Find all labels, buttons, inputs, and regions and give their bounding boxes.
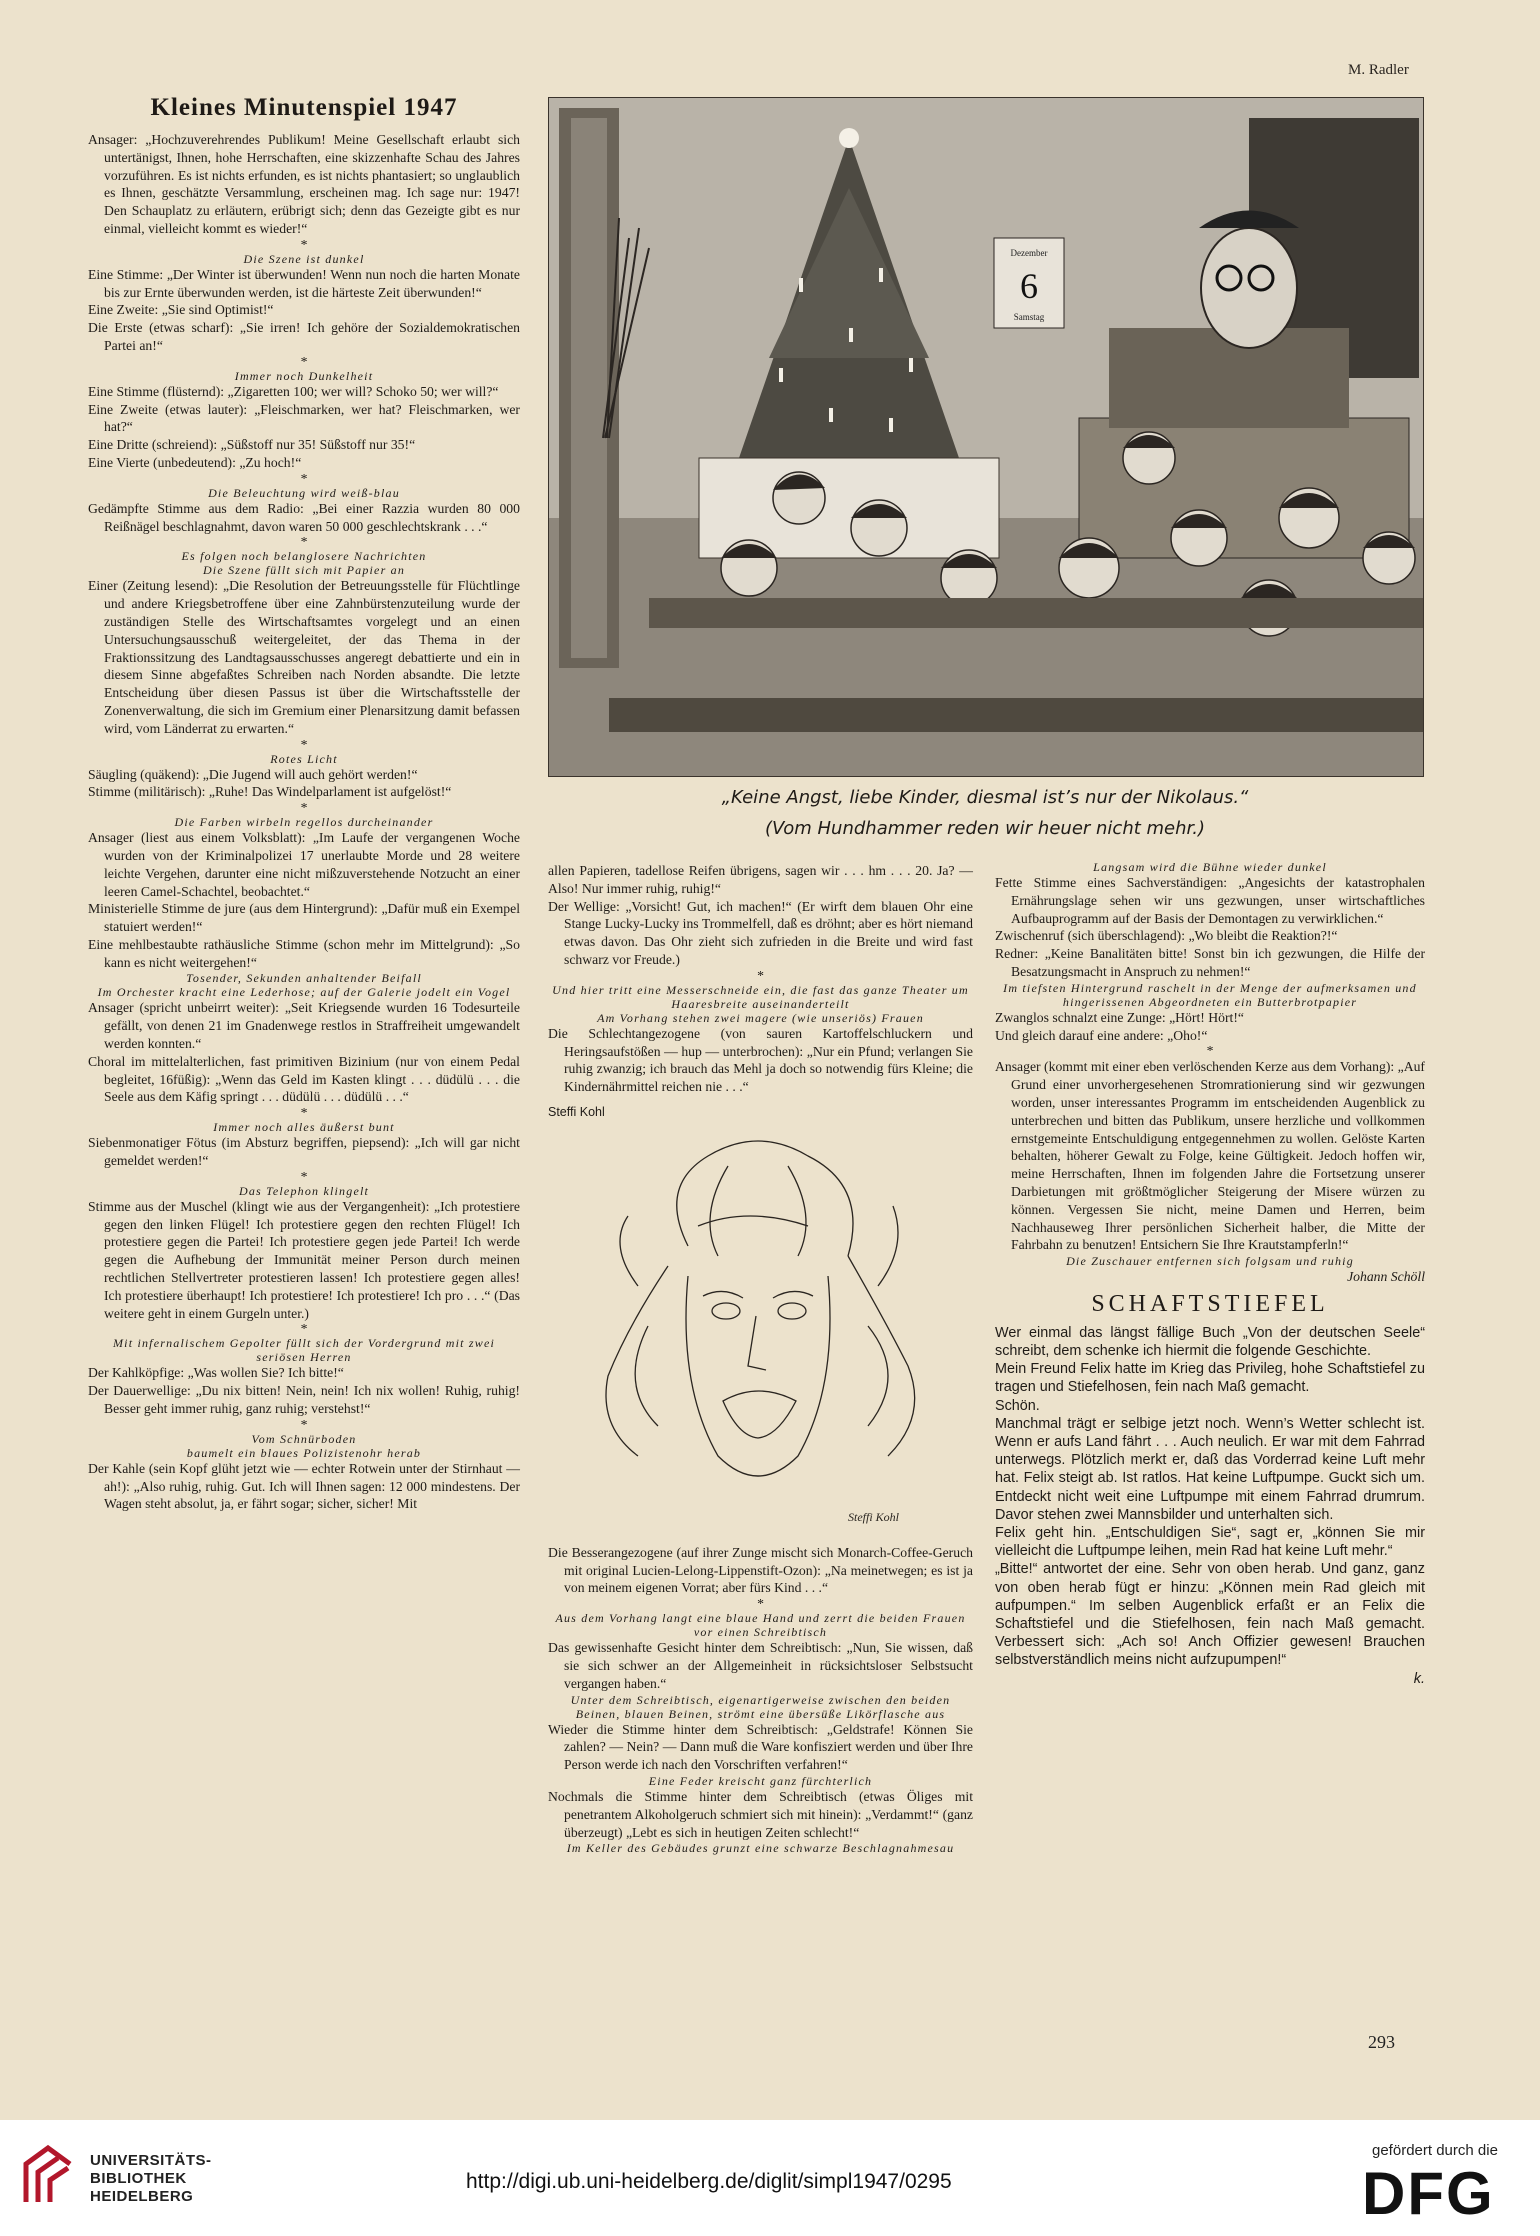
stage-direction: Aus dem Vorhang langt eine blaue Hand und zerrt die beiden Frauen vor einen Schreibtisch <box>555 1611 966 1640</box>
stage-direction: Im Keller des Gebäudes grunzt eine schwarze Beschlagnahmesau <box>566 1841 955 1856</box>
footer-bar <box>0 2120 1540 2236</box>
column-middle <box>548 862 973 1855</box>
illustrator-credit: M. Radler <box>1348 62 1409 78</box>
stage-direction: Die Szene ist dunkel <box>243 251 365 266</box>
dialogue-paragraph: Eine Dritte (schreiend): „Süßstoff nur 35! Süßstoff nur 35!“ <box>88 437 416 453</box>
section-divider: * <box>300 1416 308 1432</box>
story-paragraph: Schön. <box>995 1397 1040 1414</box>
dialogue-paragraph: Die Besserangezogene (auf ihrer Zunge mischt sich Monarch-Coffee-Geruch mit original Lucien-Lelong-Lippenstift-Ozon): „Na meinetwegen; es ist ja von meinem eigenen Vorrat; aber fürs Kind . . .“ <box>548 1544 973 1596</box>
funding-note: gefördert durch die <box>1372 2142 1498 2159</box>
dialogue-paragraph: Stimme aus der Muschel (klingt wie aus der Vergangenheit): „Ich protestiere gegen den linken Flügel! Ich protestiere gegen den rechten Flügel! Ich protestiere gegen die Partei! Ich protestiere gegen jede Partei! Ich werde gegen die Aufhebung der Immunität meiner Person durch meinen rechtlichen Stellvertreter protestieren lassen! Ich protestiere gegen alles! Ich protestiere überhaupt! Ich protestiere! Ich protestiere! Ich pro . . .“ (Das weitere geht in einem Gurgeln unter.) <box>88 1198 520 1321</box>
stage-direction: Mit infernalischem Gepolter füllt sich der Vordergrund mit zwei seriösen Herren <box>112 1336 496 1365</box>
dialogue-paragraph: Nochmals die Stimme hinter dem Schreibtisch (etwas Öliges mit penetrantem Alkoholgeruch schmiert sich mit hinein): „Verdammt!“ (ganz überzeugt) „Lebt es sich in heutigen Zeiten schlecht!“ <box>548 1788 973 1840</box>
section-divider: * <box>300 1168 308 1184</box>
stage-direction: Die Farben wirbeln regellos durcheinander <box>174 815 434 830</box>
column-middle-bottom <box>548 1544 973 1856</box>
article-title: Kleines Minutenspiel 1947 <box>150 94 458 121</box>
dialogue-paragraph: Fette Stimme eines Sachverständigen: „Angesichts der katastrophalen Ernährungslage sehen wir uns gezwungen, unser wirtschaftliches Aufbauprogramm auf der Basis der Demontagen zu verwirklichen.“ <box>995 875 1425 926</box>
dialogue-paragraph: Zwanglos schnalzt eine Zunge: „Hört! Hört!“ <box>995 1009 1244 1025</box>
page-number: 293 <box>1368 2032 1395 2052</box>
section-divider: * <box>300 1321 308 1337</box>
dialogue-paragraph: Der Dauerwellige: „Du nix bitten! Nein, nein! Ich nix wollen! Ruhig, ruhig! Besser geht immer ruhig, ganz ruhig; verstehst!“ <box>88 1383 520 1417</box>
illustration-caption: „Keine Angst, liebe Kinder, diesmal ist’s nur der Nikolaus.“ <box>721 787 1249 808</box>
section-divider: * <box>300 736 308 752</box>
story-paragraph: „Bitte!“ antwortet der eine. Sehr von oben herab. Und ganz, ganz von oben herab fügt er hinzu: „Können mein Rad gleich mit aufpumpen.“ Im selben Augenblick erfaßt er an Felix die Schaftstiefel und die Stiefelhosen, fein nach Maß gemacht. Verbessert sich: „Ach so! Anch Offizier gewesen! Brauchen selbstverständlich meins nicht aufzupumpen!“ <box>995 1561 1425 1669</box>
column-right-body <box>995 860 1425 1286</box>
section-divider: * <box>300 1105 308 1121</box>
dialogue-paragraph: Säugling (quäkend): „Die Jugend will auch gehört werden!“ <box>88 766 418 782</box>
stage-direction: Unter dem Schreibtisch, eigenartigerweise zwischen den beiden Beinen, blauen Beinen, strömt eine übersüße Likörflasche aus <box>570 1692 951 1721</box>
section-divider: * <box>300 353 308 369</box>
dialogue-paragraph: Das gewissenhafte Gesicht hinter dem Schreibtisch: „Nun, Sie wissen, daß sie sich schwer an der Allgemeinheit in rücksichtsloser Selbstsucht vergangen haben.“ <box>548 1640 973 1691</box>
dialogue-paragraph: Und gleich darauf eine andere: „Oho!“ <box>995 1027 1208 1043</box>
stage-direction: Die Beleuchtung wird weiß-blau <box>208 485 400 500</box>
dialogue-paragraph: Ansager: „Hochzuverehrendes Publikum! Meine Gesellschaft erlaubt sich untertänigst, Ihnen, hohe Herrschaften, eine skizzenhafte Schau des Jahres vorzuführen. Es ist nichts erfunden, es ist nichts phantasiert; so unglaublich es Ihnen, geschätzte Versammlung, erscheinen mag. Ich sage nur: 1947! Den Schauplatz zu erläutern, erübrigt sich; denn das Gezeigte gibt es nur einmal, vielleicht kommt es wieder!“ <box>88 132 520 236</box>
library-name-line3: HEIDELBERG <box>90 2188 194 2205</box>
dialogue-paragraph: Einer (Zeitung lesend): „Die Resolution der Betreuungsstelle für Flüchtlinge und andere Kriegsbetroffene über eine Zahnbürstenzuteilung wurde der zuständigen Stelle des Wirtschaftsamtes vorgelegt und an einen Untersuchungsausschuß weitergeleitet, der das Thema in der Fraktionssitzung des Landtagsausschusses angeregt debattierte und ein in diesem Sinne abgefaßtes Schreiben nach Norden absandte. Die letzte Entscheidung über diesen Passus ist über die Wirtschaftsstelle der Zonenverwaltung, die sich im Gremium einer Plenarsitzung damit befassen wird, vom Länderrat zu erwarten.“ <box>88 578 520 736</box>
dialogue-paragraph: Ansager (liest aus einem Volksblatt): „Im Laufe der vergangenen Woche wurden von der Kriminalpolizei 17 unerlaubte Morde und 28 weitere leichte Vergehen, darunter eine nicht mißzuverstehende Notzucht an einer leeren Camel-Schachtel, beobachtet.“ <box>88 830 520 899</box>
stage-direction: Immer noch Dunkelheit <box>234 368 374 383</box>
author-signature: Johann Schöll <box>1347 1269 1425 1285</box>
classroom-drawing <box>549 98 1423 776</box>
dialogue-paragraph: Der Kahlköpfige: „Was wollen Sie? Ich bitte!“ <box>88 1365 344 1381</box>
dialogue-paragraph: Der Wellige: „Vorsicht! Gut, ich machen!“ (Er wirft dem blauen Ohr eine Stange Lucky-Lucky ins Trommelfell, daß es dröhnt; aber es hört niemand etwas davon. Das Ohr zieht sich zufrieden in die Breite und wird fast schwarz vor Freude.) <box>548 898 973 967</box>
stage-direction: Im tiefsten Hintergrund raschelt in der Menge der aufmerksamen und hingerissenen Abgeordneten ein Butterbrotpapier <box>1003 980 1417 1009</box>
stage-direction: Am Vorhang stehen zwei magere (wie unseriös) Frauen <box>597 1010 924 1025</box>
dialogue-paragraph: Wieder die Stimme hinter dem Schreibtisch: „Geldstrafe! Können Sie zahlen? — Nein? — Dann muß die Ware konfisziert werden und über Ihre Person werde ich nach den Vorschriften verfahren!“ <box>548 1721 973 1773</box>
story-paragraph: Felix geht hin. „Entschuldigen Sie“, sagt er, „können Sie mir vielleicht die Luftpumpe leihen, mein Rad hat keine Luft mehr.“ <box>995 1524 1425 1560</box>
column-right <box>995 860 1425 1688</box>
dialogue-paragraph: Eine Zweite (etwas lauter): „Fleischmarken, wer hat? Fleischmarken, wer hat?“ <box>88 401 520 435</box>
calendar-weekday: Samstag <box>1013 312 1045 322</box>
stage-direction: Vom Schnürboden <box>251 1431 357 1446</box>
dialogue-paragraph: Gedämpfte Stimme aus dem Radio: „Bei einer Razzia wurden 80 000 Reißnägel beschlagnahmt, davon waren 50 000 geschlechtskrank . . .“ <box>88 500 520 534</box>
story-body <box>995 1324 1425 1688</box>
story-paragraph: Wer einmal das längst fällige Buch „Von der deutschen Seele“ schreibt, dem schenke ich hiermit die folgende Geschichte. <box>995 1324 1425 1359</box>
stage-direction: Eine Feder kreischt ganz fürchterlich <box>648 1773 873 1788</box>
dialogue-paragraph: allen Papieren, tadellose Reifen übrigens, sagen wir . . . hm . . . 20. Ja? — Also! Nur immer ruhig, ruhig!“ <box>548 863 973 896</box>
library-name-line2: BIBLIOTHEK <box>90 2170 187 2187</box>
stage-direction: Es folgen noch belanglosere Nachrichten <box>181 549 427 564</box>
stage-direction: Und hier tritt eine Messerschneide ein, die fast das ganze Theater um Haaresbreite auseinanderteilt <box>552 982 969 1011</box>
stage-direction: Die Zuschauer entfernen sich folgsam und ruhig <box>1066 1254 1354 1269</box>
section-divider: * <box>300 800 308 816</box>
column-left-body <box>88 131 520 1513</box>
calendar-month: Dezember <box>1010 248 1048 258</box>
dialogue-paragraph: Redner: „Keine Banalitäten bitte! Sonst bin ich gezwungen, die Hilfe der Besatzungsmacht in Anspruch zu nehmen!“ <box>995 946 1425 979</box>
dialogue-paragraph: Zwischenruf (sich überschlagend): „Wo bleibt die Reaktion?!“ <box>995 928 1338 944</box>
permalink-url[interactable]: http://digi.ub.uni-heidelberg.de/diglit/simpl1947/0295 <box>466 2170 952 2193</box>
story-paragraph: Mein Freund Felix hatte im Krieg das Privileg, hohe Schaftstiefel zu tragen und Stiefelhosen, fein nach Maß gemacht. <box>995 1361 1425 1396</box>
library-name-line1: UNIVERSITÄTS- <box>90 2152 212 2169</box>
section-divider: * <box>757 1596 764 1612</box>
classroom-illustration <box>548 97 1424 777</box>
dialogue-paragraph: Eine Stimme (flüsternd): „Zigaretten 100; wer will? Schoko 50; wer will?“ <box>88 383 499 399</box>
column-middle-top <box>548 862 973 1096</box>
portrait-artist: Steffi Kohl <box>548 1104 605 1119</box>
section-divider: * <box>1206 1043 1214 1059</box>
dialogue-paragraph: Eine Zweite: „Sie sind Optimist!“ <box>88 302 274 318</box>
stage-direction: Die Szene füllt sich mit Papier an <box>202 563 406 578</box>
story-title: SCHAFTSTIEFEL <box>1091 1290 1329 1317</box>
library-name <box>90 2152 212 2206</box>
calendar-day: 6 <box>1020 266 1038 306</box>
portrait-signature: Steffi Kohl <box>848 1509 899 1524</box>
section-divider: * <box>300 534 308 550</box>
stage-direction: Immer noch alles äußerst bunt <box>213 1120 395 1135</box>
dialogue-paragraph: Ansager (kommt mit einer eben verlöschenden Kerze aus dem Vorhang): „Auf Grund einer unvorhergesehenen Stromrationierung sind wir gezwungen worden, unser interessantes Programm im entscheidenden Augenblick zu unterbrechen und bitten das Publikum, unsere herzliche und vollkommen ernstgemeinte Entschuldigung entgegennehmen zu wollen. Gelöste Karten behalten, höherer Gewalt zu Folge, keine Gültigkeit. Jedoch hoffen wir, meine Herrschaften, Ihnen im folgenden Jahre die Fortsetzung unserer Darbietungen mit größtmöglicher Steigerung der Misere würzen zu können. Vergessen Sie nicht, meine Damen und Herren, beim Nachhauseweg Ihrer persönlichen Sicherheit halber, die Mitte der Fahrbahn zu benutzen! Entsichern Sie Ihre Krautstampferln!“ <box>995 1059 1425 1253</box>
dialogue-paragraph: Eine Stimme: „Der Winter ist überwunden! Wenn nun noch die harten Monate bis zur Ernte überwunden werden, ist die härteste Zeit überwunden!“ <box>88 266 520 300</box>
dialogue-paragraph: Die Erste (etwas scharf): „Sie irren! Ich gehöre der Sozialdemokratischen Partei an!“ <box>88 320 520 353</box>
dialogue-paragraph: Die Schlechtangezogene (von sauren Kartoffelschluckern und Heringsaufstößen — hup — unterbrochen): „Nur ein Pfund; verlangen Sie ruhig zwanzig; ich brauch das Mehl ja doch so notwendig fürs Kleine; die Kindernährmittel reichen nie . . .“ <box>548 1025 973 1095</box>
section-divider: * <box>300 236 308 252</box>
dialogue-paragraph: Stimme (militärisch): „Ruhe! Das Windelparlament ist aufgelöst!“ <box>88 784 452 800</box>
woman-portrait-sketch <box>548 1126 968 1536</box>
dialogue-paragraph: Eine mehlbestaubte rathäusliche Stimme (schon mehr im Mittelgrund): „So kann es nicht weitergehen!“ <box>88 936 520 970</box>
column-left <box>88 95 520 1513</box>
dialogue-paragraph: Ansager (spricht unbeirrt weiter): „Seit Kriegsende wurden 16 Todesurteile gefällt, von denen 21 im Gnadenwege restlos in Straffreiheit umgewandelt werden konnten.“ <box>88 1000 520 1052</box>
stage-direction: Rotes Licht <box>270 751 338 766</box>
story-signature: k. <box>1413 1670 1425 1687</box>
story-paragraph: Manchmal trägt er selbige jetzt noch. Wenn’s Wetter schlecht ist. Wenn er aufs Land fährt . . . Auch neulich. Er war mit dem Fahrrad unterwegs. Plötzlich merkt er, daß das Vorderrad keine Luft mehr hat. Felix steigt ab. Ist ratlos. Hat keine Luftpumpe. Guckt sich um. Entdeckt nicht weit eine Luftpumpe mit einem Fahrrad drumrum. Davor stehen zwei Mannsbilder und unterhalten sich. <box>995 1415 1425 1523</box>
dialogue-paragraph: Choral im mittelalterlichen, fast primitiven Bizinium (nur von einem Pedal begleitet, 16füßig): „Wenn das Geld im Kasten klingt . . . düdülü . . . die Seele aus dem Käfig springt . . . düdülü . . . düdülü . . .“ <box>88 1053 520 1105</box>
university-seal-icon <box>18 2142 80 2208</box>
dialogue-paragraph: Eine Vierte (unbedeutend): „Zu hoch!“ <box>88 454 302 470</box>
illustration-subcaption: (Vom Hundhammer reden wir heuer nicht mehr.) <box>764 818 1206 839</box>
dialogue-paragraph: Der Kahle (sein Kopf glüht jetzt wie — echter Rotwein unter der Stirnhaut — ah!): „Also ruhig, ruhig. Gut. Ich will Ihnen sagen: 12 000 mindestens. Der Wagen steht absolut, ja, er fährt sogar; sicher, sicher! Mit <box>88 1460 520 1512</box>
stage-direction: baumelt ein blaues Polizistenohr herab <box>186 1445 422 1460</box>
section-divider: * <box>757 967 764 983</box>
dialogue-paragraph: Ministerielle Stimme de jure (aus dem Hintergrund): „Dafür muß ein Exempel statuiert werden!“ <box>88 901 520 935</box>
stage-direction: Im Orchester kracht eine Lederhose; auf der Galerie jodelt ein Vogel <box>97 985 511 1000</box>
section-divider: * <box>300 470 308 486</box>
dialogue-paragraph: Siebenmonatiger Fötus (im Absturz begriffen, piepsend): „Ich will gar nicht gemeldet werden!“ <box>88 1135 520 1169</box>
stage-direction: Langsam wird die Bühne wieder dunkel <box>1093 860 1327 874</box>
stage-direction: Das Telephon klingelt <box>238 1183 370 1198</box>
stage-direction: Tosender, Sekunden anhaltender Beifall <box>186 971 422 986</box>
dfg-logo: DFG <box>1362 2160 1495 2227</box>
